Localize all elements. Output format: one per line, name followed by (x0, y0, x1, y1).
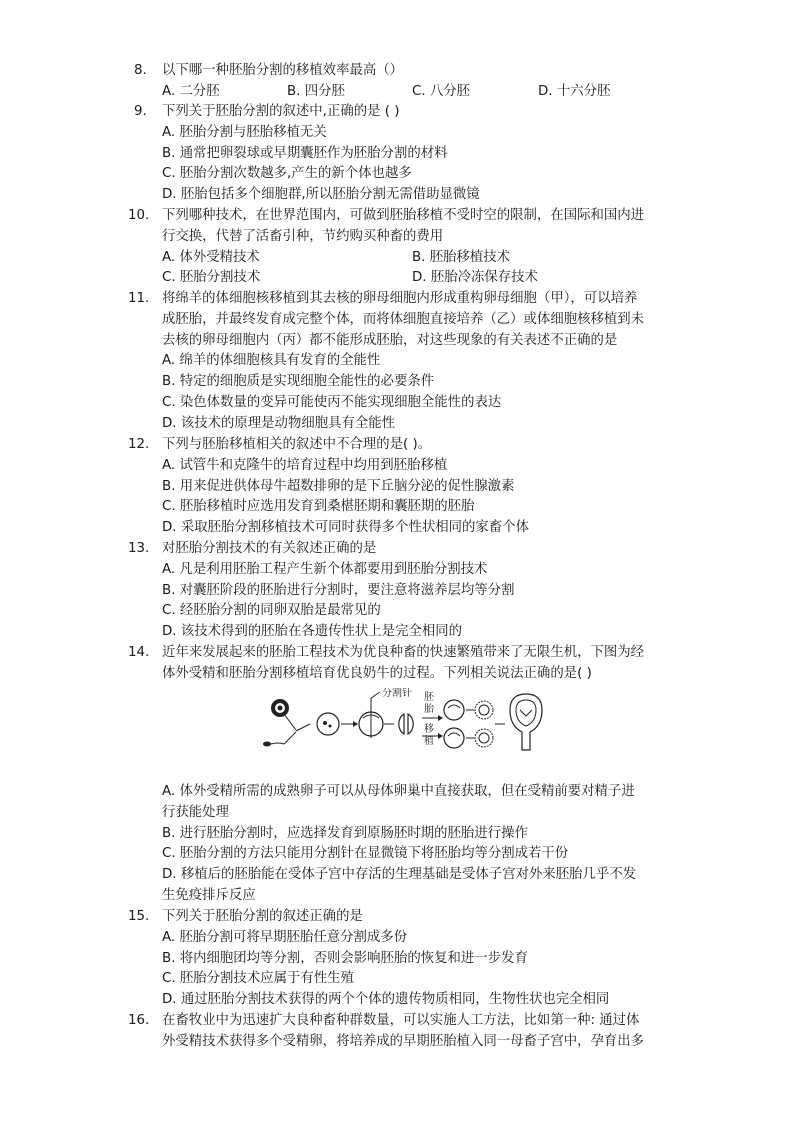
arrow-head-icon (353, 721, 358, 727)
question-stem: 下列关于胚胎分割的叙述正确的是 (162, 909, 363, 924)
question-16 (128, 1011, 664, 1053)
question-stem-line: 外受精技术获得多个受精卵，将培养成的早期胚胎植入同一母畜子宫中，孕育出多 (162, 1033, 645, 1049)
option-d: D. 该技术的原理是动物细胞具有全能性 (162, 415, 396, 431)
question-number: 11. (128, 291, 150, 306)
option-d: D. 胚胎包括多个细胞群,所以胚胎分割无需借助显微镜 (162, 187, 480, 203)
option-a: A. 胚胎分割与胚胎移植无关 (162, 124, 327, 140)
transfer-label-4: 植 (424, 736, 434, 747)
sperm-icon (263, 742, 284, 747)
option-a: A. 体外受精所需的成熟卵子可以从母体卵巢中直接获取，但在受精前要对精子进 (162, 784, 635, 799)
option-c: C. 胚胎分割次数越多,产生的新个体也越多 (162, 166, 412, 182)
zygote-icon (317, 713, 339, 735)
option-b: B. 对囊胚阶段的胚胎进行分割时，要注意将滋养层均等分割 (162, 582, 515, 598)
option-d: D. 胚胎冷冻保存技术 (412, 270, 538, 286)
question-stem: 以下哪一种胚胎分割的移植效率最高（） (162, 63, 404, 78)
option-a: A. 试管牛和克隆牛的培育过程中均用到胚胎移植 (162, 457, 448, 473)
split-halves-icon (399, 714, 414, 734)
arrow-icon (284, 714, 296, 730)
option-c: C. 八分胚 (412, 83, 471, 99)
question-stem: 近年来发展起来的胚胎工程技术为优良种畜的快速繁殖带来了无限生机，下图为经 (162, 645, 645, 660)
question-10 (128, 206, 664, 289)
option-c: C. 经胚胎分割的同卵双胎是最常见的 (162, 603, 381, 619)
question-15 (128, 907, 664, 1011)
option-b: B. 将内细胞团均等分割，否则会影响胚胎的恢复和进一步发育 (162, 950, 528, 966)
question-stem: 下列与胚胎移植相关的叙述中不合理的是( )。 (162, 437, 432, 452)
oocyte-icon (271, 699, 289, 717)
question-14 (128, 643, 664, 685)
transfer-label-1: 胚 (424, 692, 434, 703)
option-a: A. 绵羊的体细胞核具有发育的全能性 (162, 353, 381, 369)
question-11 (128, 289, 664, 435)
option-d: D. 十六分胚 (538, 83, 611, 99)
question-number: 10. (128, 208, 150, 223)
needle-label: 分割针 (382, 688, 412, 699)
label-leader-icon (371, 692, 380, 698)
embryo-icon (444, 728, 464, 748)
question-stem: 将绵羊的体细胞核移植到其去核的卵母细胞内形成重构卵母细胞（甲），可以培养 (162, 291, 638, 306)
question-stem-line: 行交换，代替了活畜引种，节约购买种畜的费用 (162, 228, 444, 244)
question-number: 14. (128, 645, 150, 660)
question-stem-line: 去核的卵母细胞内（丙）都不能形成胚胎，对这些现象的有关表述不正确的是 (162, 332, 618, 348)
option-a: A. 胚胎分割可将早期胚胎任意分割成多份 (162, 929, 408, 945)
option-b: B. 通常把卵裂球或早期囊胚作为胚胎分割的材料 (162, 145, 448, 161)
transfer-label-2: 胎 (424, 704, 434, 715)
question-number: 16. (128, 1013, 150, 1028)
arrow-head-icon (438, 733, 443, 739)
question-stem: 下列关于胚胎分割的叙述中,正确的是 ( ) (162, 104, 400, 119)
options-row (162, 82, 664, 103)
option-c: C. 胚胎移植时应选用发育到桑椹胚期和囊胚期的胚胎 (162, 499, 475, 515)
question-number: 13. (128, 541, 150, 556)
arrow-icon (284, 732, 296, 744)
option-a-continued: 行获能处理 (162, 804, 229, 820)
arrow-head-icon (438, 715, 443, 721)
option-b: B. 四分胚 (287, 83, 345, 99)
question-stem-line: 成胚胎，并最终发育成完整个体，而将体细胞直接培养（乙）或体细胞核移植到未 (162, 311, 645, 327)
question-8 (134, 61, 664, 103)
transfer-label-3: 移 (424, 724, 434, 735)
option-b: B. 进行胚胎分割时，应选择发育到原肠胚时期的胚胎进行操作 (162, 825, 528, 841)
uterus-icon (510, 694, 542, 750)
option-d-continued: 生免疫排斥反应 (162, 887, 256, 903)
option-d: D. 该技术得到的胚胎在各遗传性状上是完全相同的 (162, 624, 463, 640)
option-b: B. 用来促进供体母牛超数排卵的是下丘脑分泌的促性腺激素 (162, 478, 515, 494)
question-stem: 在畜牧业中为迅速扩大良种畜种群数量，可以实施人工方法，比如第一种: 通过体 (162, 1013, 640, 1028)
question-9 (134, 102, 664, 206)
embryo-icon (444, 700, 464, 720)
embryo-icon (475, 729, 493, 747)
question-13 (128, 539, 664, 643)
option-d: D. 移植后的胚胎能在受体子宫中存活的生理基础是受体子宫对外来胚胎几乎不发 (162, 867, 637, 883)
question-number: 12. (128, 437, 150, 452)
options-row (162, 248, 664, 269)
options-row (162, 268, 664, 289)
option-d: D. 采取胚胎分割移植技术可同时获得多个性状相同的家畜个体 (162, 520, 529, 536)
option-a: A. 凡是利用胚胎工程产生新个体都要用到胚胎分割技术 (162, 561, 488, 577)
option-c: C. 胚胎分割技术应属于有性生殖 (162, 971, 354, 987)
option-a: A. 二分胚 (162, 83, 220, 99)
option-c: C. 胚胎分割技术 (162, 270, 261, 286)
embryo-splitting-diagram (258, 688, 548, 760)
question-14-options (134, 782, 664, 907)
option-a: A. 体外受精技术 (162, 249, 260, 265)
option-b: B. 胚胎移植技术 (412, 249, 511, 265)
option-b: B. 特定的细胞质是实现细胞全能性的必要条件 (162, 374, 435, 390)
embryo-icon (475, 701, 493, 719)
question-12 (128, 435, 664, 539)
question-stem: 对胚胎分割技术的有关叙述正确的是 (162, 541, 377, 556)
question-number: 9. (134, 104, 147, 119)
question-stem: 下列哪种技术，在世界范围内，可做到胚胎移植不受时空的限制，在国际和国内进 (162, 208, 645, 223)
question-number: 8. (134, 63, 147, 78)
question-number: 15. (128, 909, 150, 924)
option-d: D. 通过胚胎分割技术获得的两个个体的遗传物质相同，生物性状也完全相同 (162, 992, 610, 1008)
question-stem-line: 体外受精和胚胎分割移植培育优良奶牛的过程。下列相关说法正确的是( ) (162, 665, 592, 681)
option-c: C. 胚胎分割的方法只能用分割针在显微镜下将胚胎均等分割成若干份 (162, 846, 569, 862)
arrow-icon (296, 724, 310, 731)
option-c: C. 染色体数量的变异可能使丙不能实现细胞全能性的表达 (162, 394, 502, 410)
